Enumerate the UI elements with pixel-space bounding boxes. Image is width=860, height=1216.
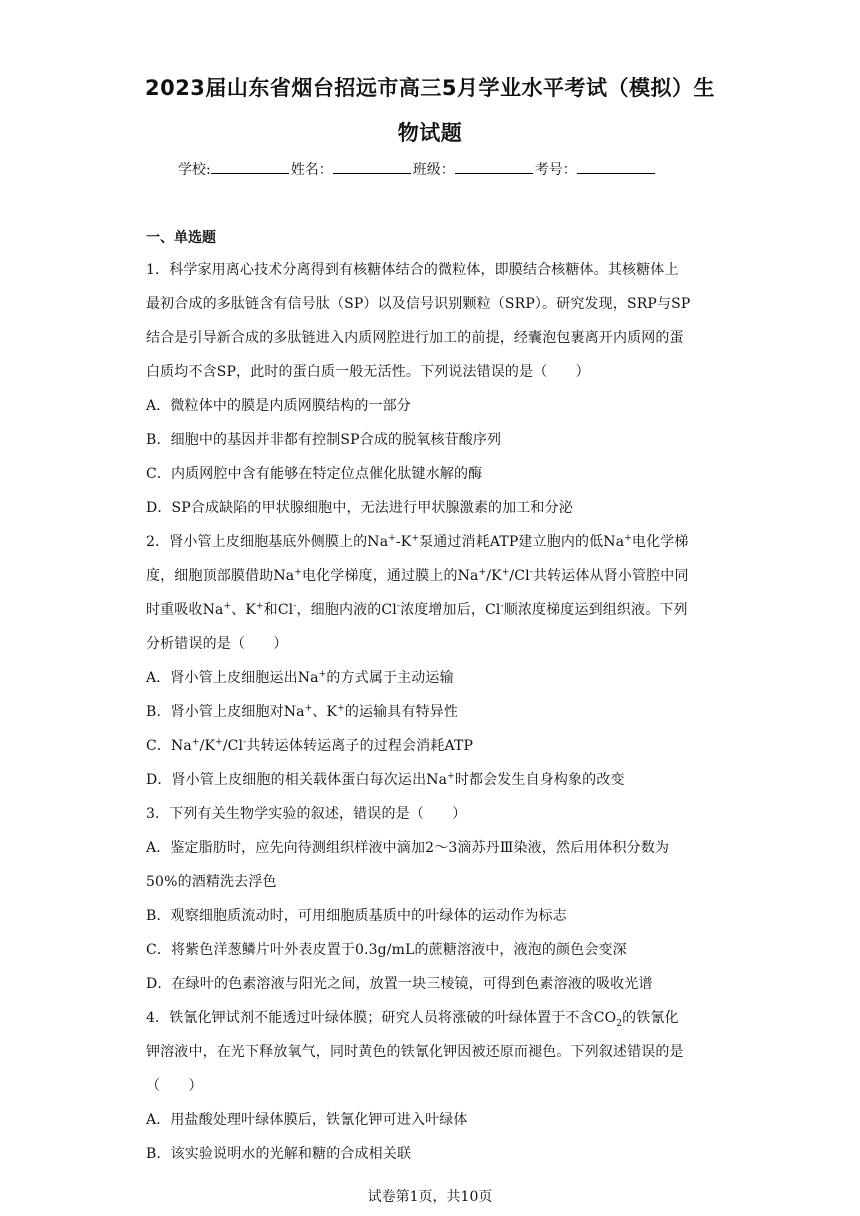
q3-option-b: B．观察细胞质流动时，可用细胞质基质中的叶绿体的运动作为标志 bbox=[146, 908, 567, 924]
q2-stem-line: 度，细胞顶部膜借助Na+电化学梯度，通过膜上的Na+/K+/Cl-共转运体从肾小管腔中同 bbox=[146, 567, 689, 584]
q3-option-a-cont: 50%的酒精洗去浮色 bbox=[146, 874, 277, 890]
q4-option-a: A．用盐酸处理叶绿体膜后，铁氰化钾可进入叶绿体 bbox=[146, 1112, 468, 1128]
q1-option-b: B．细胞中的基因并非都有控制SP合成的脱氧核苷酸序列 bbox=[146, 432, 502, 448]
q2-stem-line: 2．肾小管上皮细胞基底外侧膜上的Na+-K+泵通过消耗ATP建立胞内的低Na+电化学梯 bbox=[146, 533, 689, 550]
q4-option-b: B．该实验说明水的光解和糖的合成相关联 bbox=[146, 1146, 412, 1162]
q2-option-b: B．肾小管上皮细胞对Na+、K+的运输具有特异性 bbox=[146, 703, 459, 720]
q3-stem-line: 3．下列有关生物学实验的叙述，错误的是（ ） bbox=[146, 806, 467, 822]
name-label: 姓名： bbox=[290, 162, 333, 178]
class-label: 班级： bbox=[412, 162, 455, 178]
q2-stem-line: 分析错误的是（ ） bbox=[146, 636, 288, 652]
exam-title-line2: 物试题 bbox=[397, 121, 463, 145]
q1-option-d: D．SP合成缺陷的甲状腺细胞中，无法进行甲状腺激素的加工和分泌 bbox=[146, 500, 573, 516]
name-blank bbox=[333, 160, 411, 174]
q2-option-c: C．Na+/K+/Cl-共转运体转运离子的过程会消耗ATP bbox=[146, 737, 474, 754]
q4-stem-line: （ ） bbox=[146, 1078, 203, 1094]
page-footer: 试卷第1页，共10页 bbox=[367, 1189, 493, 1205]
id-label: 考号： bbox=[534, 162, 577, 178]
student-info-row bbox=[178, 159, 657, 179]
q3-option-a: A．鉴定脂肪时，应先向待测组织样液中滴加2～3滴苏丹Ⅲ染液，然后用体积分数为 bbox=[146, 840, 670, 856]
q3-option-c: C．将紫色洋葱鳞片叶外表皮置于0.3g/mL的蔗糖溶液中，液泡的颜色会变深 bbox=[146, 942, 627, 958]
q1-stem-line: 白质均不含SP，此时的蛋白质一般无活性。下列说法错误的是（ ） bbox=[146, 364, 590, 380]
q1-stem-line: 最初合成的多肽链含有信号肽（SP）以及信号识别颗粒（SRP）。研究发现，SRP与SP bbox=[146, 296, 691, 312]
class-blank bbox=[455, 160, 533, 174]
q1-option-c: C．内质网腔中含有能够在特定位点催化肽键水解的酶 bbox=[146, 466, 483, 482]
q2-option-a: A．肾小管上皮细胞运出Na+的方式属于主动运输 bbox=[146, 669, 454, 686]
q1-option-a: A．微粒体中的膜是内质网膜结构的一部分 bbox=[146, 398, 411, 414]
q1-stem-line: 结合是引导新合成的多肽链进入内质网腔进行加工的前提，经囊泡包裹离开内质网的蛋 bbox=[146, 330, 684, 346]
q1-stem-line: 1．科学家用离心技术分离得到有核糖体结合的微粒体，即膜结合核糖体。其核糖体上 bbox=[146, 262, 679, 278]
q4-stem-line: 钾溶液中，在光下释放氧气，同时黄色的铁氰化钾因被还原而褪色。下列叙述错误的是 bbox=[146, 1044, 684, 1060]
q2-stem-line: 时重吸收Na+、K+和Cl-，细胞内液的Cl-浓度增加后，Cl-顺浓度梯度运到组织液。下列 bbox=[146, 601, 688, 618]
school-blank bbox=[211, 160, 289, 174]
q2-option-d: D．肾小管上皮细胞的相关载体蛋白每次运出Na+时都会发生自身构象的改变 bbox=[146, 771, 625, 788]
school-label: 学校: bbox=[178, 162, 211, 178]
q4-stem-line: 4．铁氰化钾试剂不能透过叶绿体膜；研究人员将涨破的叶绿体置于不含$CO_2$的铁氰化 bbox=[146, 1010, 679, 1029]
q3-option-d: D．在绿叶的色素溶液与阳光之间，放置一块三棱镜，可得到色素溶液的吸收光谱 bbox=[146, 976, 653, 992]
exam-title-line1: 2023届山东省烟台招远市高三5月学业水平考试（模拟）生 bbox=[144, 76, 716, 100]
section-heading: 一、单选题 bbox=[146, 230, 216, 246]
id-blank bbox=[577, 160, 655, 174]
